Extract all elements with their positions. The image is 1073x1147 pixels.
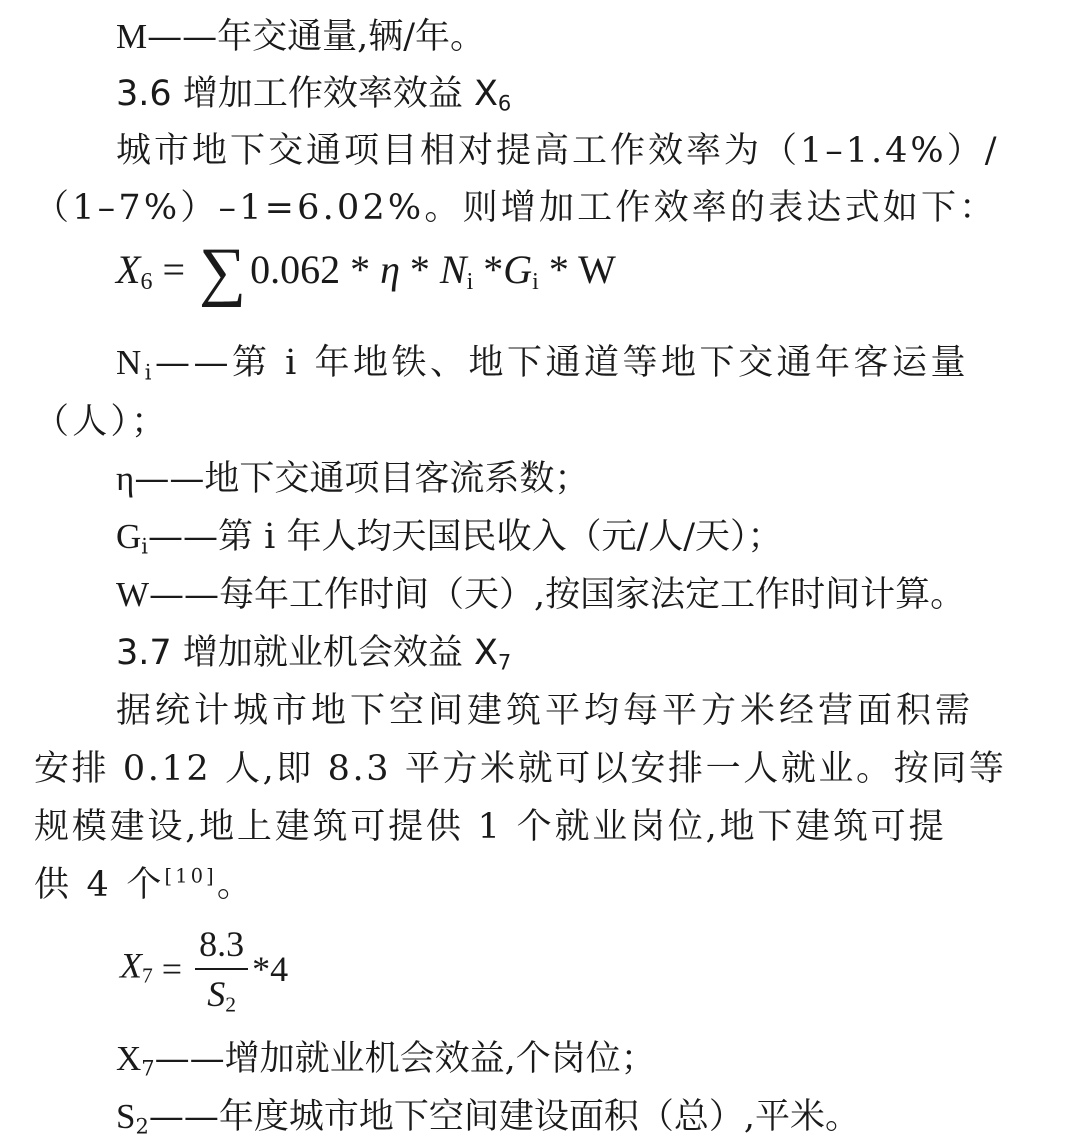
definition-text: 年度城市地下空间建设面积（总）,平米。 xyxy=(218,1097,860,1137)
definition-s2 xyxy=(0,1097,1073,1137)
section-heading-3-6 xyxy=(0,74,1073,114)
symbol-x: X xyxy=(116,1039,142,1078)
formula-w: W xyxy=(578,247,616,292)
formula-coefficient: 0.062 xyxy=(250,247,341,292)
paragraph-line: （人）； xyxy=(34,402,170,442)
formula-lhs-subscript: 7 xyxy=(142,963,153,988)
paragraph-line: 据统计城市地下空间建筑平均每平方米经营面积需 xyxy=(116,691,975,731)
formula-operator: * xyxy=(409,247,430,292)
formula-g: G xyxy=(503,247,533,292)
fraction-denominator xyxy=(195,970,248,1016)
definition-gi xyxy=(0,517,1073,557)
definition-dash: —— xyxy=(148,517,218,557)
definition-text: 第 i 年人均天国民收入（元/人/天）； xyxy=(218,517,783,557)
paragraph-text: 。 xyxy=(216,865,256,905)
definition-dash: —— xyxy=(147,17,218,57)
symbol-subscript: i xyxy=(141,534,148,559)
denominator-subscript: 2 xyxy=(225,992,236,1017)
formula-operator: * xyxy=(548,247,569,292)
definition-dash: —— xyxy=(148,1097,219,1137)
paragraph-line: 规模建设,地上建筑可提供 1 个就业岗位,地下建筑可提 xyxy=(34,807,947,847)
definition-ni xyxy=(0,343,1073,383)
definition-eta xyxy=(0,459,1073,499)
formula-n-subscript: i xyxy=(466,269,474,295)
formula-x6: $X_6$ = ∑ 0.062 * η * $N_i$ $*G_i$ * W xyxy=(116,235,616,308)
paragraph-text: 供 4 个 xyxy=(34,865,165,905)
symbol-eta: η xyxy=(116,459,135,498)
formula-lhs-subscript: 6 xyxy=(140,269,153,295)
definition-text: 第 i 年地铁、地下通道等地下交通年客运量 xyxy=(232,343,969,383)
section-number: 3.6 xyxy=(116,74,172,114)
definition-text: 地下交通项目客流系数； xyxy=(204,459,590,499)
formula-operator: * xyxy=(350,247,371,292)
definition-dash: —— xyxy=(149,575,220,615)
definition-dash: —— xyxy=(154,1039,225,1079)
definition-text: 增加就业机会效益,个岗位； xyxy=(224,1039,656,1079)
denominator-symbol: S xyxy=(207,974,226,1014)
formula-n: N xyxy=(439,247,467,292)
symbol-subscript: i xyxy=(144,360,155,385)
symbol-g: G xyxy=(116,517,142,556)
citation-reference: [10] xyxy=(164,864,217,888)
definition-text: 每年工作时间（天）,按国家法定工作时间计算。 xyxy=(219,575,966,615)
formula-lhs: X xyxy=(120,945,142,986)
symbol-s: S xyxy=(116,1097,136,1136)
paragraph-line xyxy=(0,865,1073,905)
formula-x7 xyxy=(120,922,288,1016)
paragraph-line: （1–7%）–1=6.02%。则增加工作效率的表达式如下： xyxy=(34,188,998,228)
section-title: 增加工作效率效益 X xyxy=(182,74,498,114)
section-number: 3.7 xyxy=(116,633,172,673)
paragraph-line: 城市地下交通项目相对提高工作效率为（1–1.4%）/ xyxy=(116,131,1000,171)
formula-equals: = xyxy=(162,247,185,292)
section-heading-3-7 xyxy=(0,633,1073,673)
formula-multiplier: 4 xyxy=(270,949,289,989)
fraction-numerator: 8.3 xyxy=(195,922,248,970)
section-title-subscript: 7 xyxy=(497,650,512,675)
symbol-subscript: 7 xyxy=(141,1056,155,1081)
formula-equals: = xyxy=(161,949,183,989)
symbol-n: N xyxy=(116,343,145,382)
definition-w xyxy=(0,575,1073,615)
symbol-subscript: 2 xyxy=(135,1114,149,1139)
definition-dash: —— xyxy=(134,459,205,499)
section-title: 增加就业机会效益 X xyxy=(182,633,498,673)
formula-eta: η xyxy=(380,247,400,292)
definition-m xyxy=(0,17,1073,57)
formula-operator: * xyxy=(483,247,504,292)
symbol-m: M xyxy=(116,17,148,56)
definition-text: 年交通量,辆/年。 xyxy=(217,17,486,57)
symbol-w: W xyxy=(116,575,150,614)
formula-g-subscript: i xyxy=(532,269,539,295)
paragraph-line: 安排 0.12 人,即 8.3 平方米就可以安排一人就业。按同等 xyxy=(34,749,1007,789)
definition-x7 xyxy=(0,1039,1073,1079)
formula-operator: * xyxy=(252,949,271,989)
definition-dash: —— xyxy=(155,343,232,383)
section-title-subscript: 6 xyxy=(497,91,512,116)
fraction xyxy=(195,922,248,1016)
formula-lhs: X xyxy=(116,247,141,292)
